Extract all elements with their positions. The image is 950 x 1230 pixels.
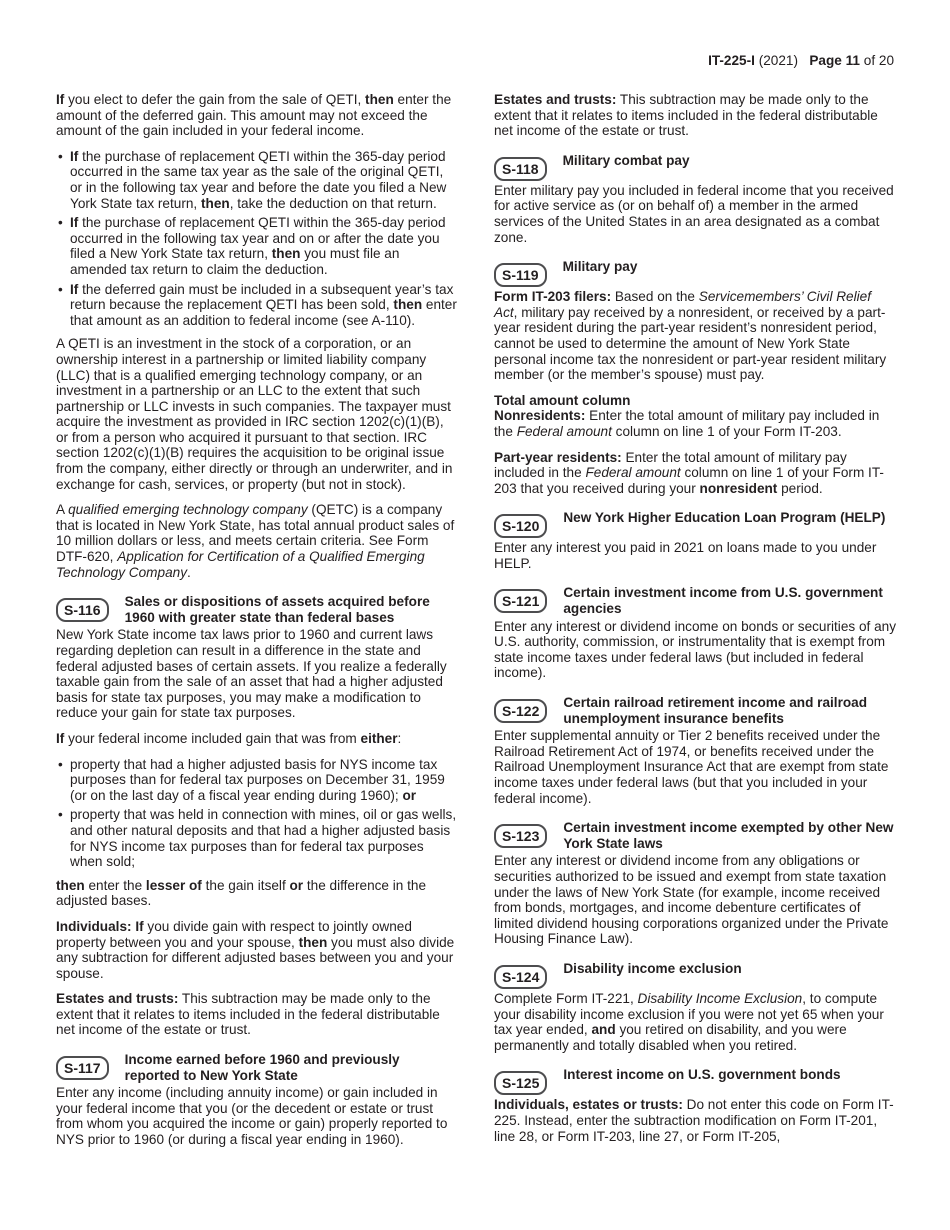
section-title: Disability income exclusion bbox=[563, 960, 742, 976]
paragraph: Enter any interest you paid in 2021 on loans made to you under HELP. bbox=[494, 540, 877, 571]
bold-text: then bbox=[393, 297, 423, 313]
form-year: (2021) bbox=[758, 53, 798, 68]
paragraph bbox=[494, 450, 896, 497]
code-badge: S-124 bbox=[494, 965, 547, 989]
bold-text: then bbox=[200, 195, 230, 211]
paragraph: New York State income tax laws prior to 1960 and current laws regarding depletion can result in a difference in the state and federal adjusted bases of certain assets. If you realize a federally taxable gain from the sale of an asset that had a higher adjusted basis for state tax purposes, you may make a modification to reduce your gain for state tax purposes. bbox=[56, 627, 447, 721]
bold-text: then bbox=[56, 877, 85, 893]
bold-text: or bbox=[289, 877, 304, 893]
section-heading-s120 bbox=[494, 510, 896, 538]
bold-text: Form IT-203 filers: bbox=[494, 289, 612, 305]
text: period. bbox=[777, 480, 823, 496]
section-heading-s125 bbox=[494, 1067, 896, 1095]
bold-text: Nonresidents: bbox=[494, 408, 586, 424]
section-heading-s117 bbox=[56, 1052, 458, 1083]
italic-text: Federal amount bbox=[516, 423, 612, 439]
page-total: of 20 bbox=[863, 53, 894, 68]
section-title: Interest income on U.S. government bonds bbox=[563, 1067, 841, 1083]
bold-text: If bbox=[70, 281, 79, 297]
section-title: Income earned before 1960 and previously reported to New York State bbox=[124, 1052, 400, 1083]
italic-text: Disability Income Exclusion bbox=[637, 990, 803, 1006]
text: you retired on disability, and you were permanently and totally disabled when you retired. bbox=[494, 1022, 847, 1053]
text: , military pay received by a nonresident, or received by a part-year resident during the part-year resident’s nonresident period, cannot be used to determine the amount of New York State personal income tax the nonresident or part-year resident military member (or the member’s spouse) must pay. bbox=[494, 304, 887, 383]
section-heading-s123 bbox=[494, 820, 896, 851]
text: the difference in the adjusted bases. bbox=[56, 877, 427, 909]
text: column on line 1 of your Form IT-203. bbox=[611, 423, 842, 439]
list-item bbox=[56, 757, 458, 804]
section-heading-s118 bbox=[494, 153, 896, 181]
code-badge: S-116 bbox=[56, 598, 109, 622]
list-item bbox=[56, 215, 458, 277]
paragraph: Enter any income (including annuity income) or gain included in your federal income that you (or the decedent or estate or trust from whom you acquired the income or gain) properly reported to NYS prior to 1960 (or during a fiscal year ending in 1960). bbox=[56, 1085, 448, 1148]
italic-text: Federal amount bbox=[585, 465, 681, 481]
text: the gain itself bbox=[201, 877, 290, 893]
text: Complete Form IT-221, bbox=[494, 990, 638, 1006]
italic-text: Application for Certification of a Qualified Emerging Technology Company bbox=[56, 549, 425, 580]
text: enter the bbox=[84, 877, 146, 893]
text: Enter the total amount of military pay included in the bbox=[494, 408, 880, 439]
section-title: Sales or dispositions of assets acquired before 1960 with greater state than federal bases bbox=[124, 594, 430, 625]
section-heading-s121 bbox=[494, 585, 896, 616]
text: the purchase of replacement QETI within the 365-day period occurred in the following tax year and on or after the date you filed a New York State tax return, bbox=[70, 215, 446, 262]
form-number: IT-225-I bbox=[708, 53, 755, 68]
bold-text: and bbox=[591, 1022, 616, 1038]
qetc-definition bbox=[56, 502, 458, 580]
list-item bbox=[56, 282, 458, 329]
text: the deferred gain must be included in a subsequent year’s tax return because the replacement QETI has been sold, bbox=[70, 281, 454, 313]
page-label: Page bbox=[809, 53, 842, 68]
text: you must file an amended tax return to claim the deduction. bbox=[70, 246, 400, 277]
bold-text: either bbox=[360, 730, 398, 746]
bold-text: If bbox=[70, 215, 79, 231]
italic-text: Servicemembers’ Civil Relief Act bbox=[494, 289, 871, 320]
code-badge: S-121 bbox=[494, 589, 547, 613]
bold-text: then bbox=[298, 934, 328, 950]
section-title: Military combat pay bbox=[562, 152, 690, 168]
paragraph bbox=[494, 92, 896, 139]
paragraph bbox=[56, 731, 458, 747]
bold-text: If bbox=[56, 730, 65, 746]
bold-text: If bbox=[70, 148, 79, 164]
subheading: Total amount column bbox=[494, 392, 631, 408]
text: (QETC) is a company that is located in New York State, has total annual product sales of 10 million dollars or less, and meets certain criteria. See Form DTF-620, bbox=[56, 502, 455, 565]
paragraph bbox=[494, 408, 896, 439]
bold-text: Part-year residents: bbox=[494, 449, 622, 465]
section-heading-s116 bbox=[56, 594, 458, 625]
section-title: Certain investment income from U.S. government agencies bbox=[563, 585, 883, 617]
text: This subtraction may be made only to the extent that it relates to items included in the federal distributable net income of the estate or trust. bbox=[494, 92, 878, 139]
text: Enter the total amount of military pay included in the bbox=[494, 449, 847, 481]
left-column bbox=[56, 92, 458, 1148]
text: you divide gain with respect to jointly owned property between you and your spouse, bbox=[56, 918, 412, 950]
text: Do not enter this code on Form IT-225. Instead, enter the subtraction modification on Form IT-201, line 28, or Form IT-203, line 27, or Form IT-205, bbox=[494, 1097, 894, 1144]
text: your federal income included gain that was from bbox=[64, 730, 361, 746]
code-badge: S-123 bbox=[494, 824, 547, 848]
paragraph bbox=[494, 991, 896, 1053]
text: column on line 1 of your Form IT-203 that you received during your bbox=[494, 465, 884, 496]
bold-text: Individuals, estates or trusts: bbox=[494, 1097, 683, 1113]
section-heading-s119 bbox=[494, 259, 896, 287]
text: , take the deduction on that return. bbox=[229, 195, 437, 211]
page-header bbox=[708, 53, 894, 69]
section-title: Military pay bbox=[562, 259, 638, 275]
text: Based on the bbox=[611, 289, 699, 305]
text: enter that amount as an addition to federal income (see A-110). bbox=[70, 297, 457, 328]
text: property that had a higher adjusted basis for NYS income tax purposes than for federal tax purposes on December 31, 1959 (or on the last day of a fiscal year ending during 1960); bbox=[70, 756, 445, 803]
bullet-list bbox=[56, 149, 458, 329]
bold-text: lesser of bbox=[145, 877, 202, 893]
paragraph bbox=[56, 92, 458, 139]
list-item bbox=[56, 807, 458, 869]
text: the purchase of replacement QETI within the 365-day period occurred in the same tax year as the sale of the original QETI, or in the following tax year and before the date you filed a New York State tax return, bbox=[70, 148, 447, 211]
paragraph bbox=[56, 919, 458, 981]
bullet-list bbox=[56, 757, 458, 870]
text: A bbox=[56, 502, 69, 518]
bold-text: Estates and trusts: bbox=[56, 991, 179, 1007]
text: you elect to defer the gain from the sale of QETI, bbox=[64, 92, 366, 107]
qeti-definition: A QETI is an investment in the stock of a corporation, or an ownership interest in a partnership or limited liability company (LLC) that is a qualified emerging technology company, or an investment in a partnership or an LLC to the extent that such partnership or LLC invests in such companies. The taxpayer must acquire the investment as provided in IRC section 1202(c)(1)(B), or from a person who acquired it pursuant to that section. IRC section 1202(c)(1)(B) requires the acquisition to be original issue from the company, either directly or through an underwriter, and in exchange for cash, services, or property (but not in stock). bbox=[56, 336, 453, 492]
code-badge: S-119 bbox=[494, 263, 547, 287]
section-heading-s124 bbox=[494, 961, 896, 989]
paragraph: Enter military pay you included in federal income that you received for active service as (or on behalf of) a member in the armed services of the United States in an area designated as a combat zone. bbox=[494, 182, 894, 245]
paragraph bbox=[494, 289, 896, 383]
code-badge: S-118 bbox=[494, 157, 547, 181]
section-title: Certain railroad retirement income and railroad unemployment insurance benefits bbox=[563, 695, 868, 726]
bold-text: then bbox=[365, 92, 394, 107]
paragraph bbox=[56, 878, 458, 909]
paragraph bbox=[56, 991, 458, 1038]
paragraph bbox=[494, 1097, 896, 1144]
section-title: Certain investment income exempted by other New York State laws bbox=[563, 820, 894, 851]
right-column bbox=[494, 92, 896, 1144]
paragraph: Enter supplemental annuity or Tier 2 benefits received under the Railroad Retirement Act of 1974, or benefits received under the Railroad Unemployment Insurance Act that are exempt from state income taxes under federal laws (but that you included in your federal income). bbox=[494, 728, 889, 806]
bold-text: Individuals: bbox=[56, 918, 132, 934]
text: This subtraction may be made only to the extent that it relates to items included in the federal distributable net income of the estate or trust. bbox=[56, 991, 440, 1038]
bold-text: If bbox=[135, 918, 144, 934]
text: : bbox=[397, 730, 402, 746]
bold-text: or bbox=[402, 787, 417, 803]
list-item bbox=[56, 149, 458, 211]
page-number: 11 bbox=[845, 53, 860, 68]
text: , to compute your disability income exclusion if you were not yet 65 when your tax year ended, bbox=[494, 990, 884, 1038]
text: enter the amount of the deferred gain. This amount may not exceed the amount of the gain included in your federal income. bbox=[56, 92, 452, 139]
code-badge: S-125 bbox=[494, 1071, 547, 1095]
code-badge: S-122 bbox=[494, 699, 547, 723]
paragraph: Enter any interest or dividend income from any obligations or securities authorized to be issued and exempt from state taxation under the laws of New York State (for example, income received from bonds, mortgages, and income debenture certificates of limited dividend housing corporations organized under the Private Housing Finance Law). bbox=[494, 853, 889, 947]
text: you must also divide any subtraction for different adjusted bases between you and your spouse. bbox=[56, 934, 455, 981]
bold-text: nonresident bbox=[699, 480, 778, 496]
section-title: New York Higher Education Loan Program (HELP) bbox=[563, 510, 886, 526]
text: . bbox=[187, 564, 191, 580]
bold-text: If bbox=[56, 92, 65, 107]
paragraph: Enter any interest or dividend income on bonds or securities of any U.S. authority, commission, or instrumentality that is exempt from state income taxes under federal laws (but included in federal income). bbox=[494, 618, 896, 681]
code-badge: S-120 bbox=[494, 514, 547, 538]
text: property that was held in connection with mines, oil or gas wells, and other natural deposits and that had a higher adjusted basis for NYS income tax purposes than for federal tax purposes when sold; bbox=[70, 807, 457, 870]
bold-text: Estates and trusts: bbox=[494, 92, 617, 107]
code-badge: S-117 bbox=[56, 1056, 109, 1080]
bold-text: then bbox=[271, 246, 301, 262]
italic-text: qualified emerging technology company bbox=[68, 502, 308, 518]
section-heading-s122 bbox=[494, 695, 896, 726]
